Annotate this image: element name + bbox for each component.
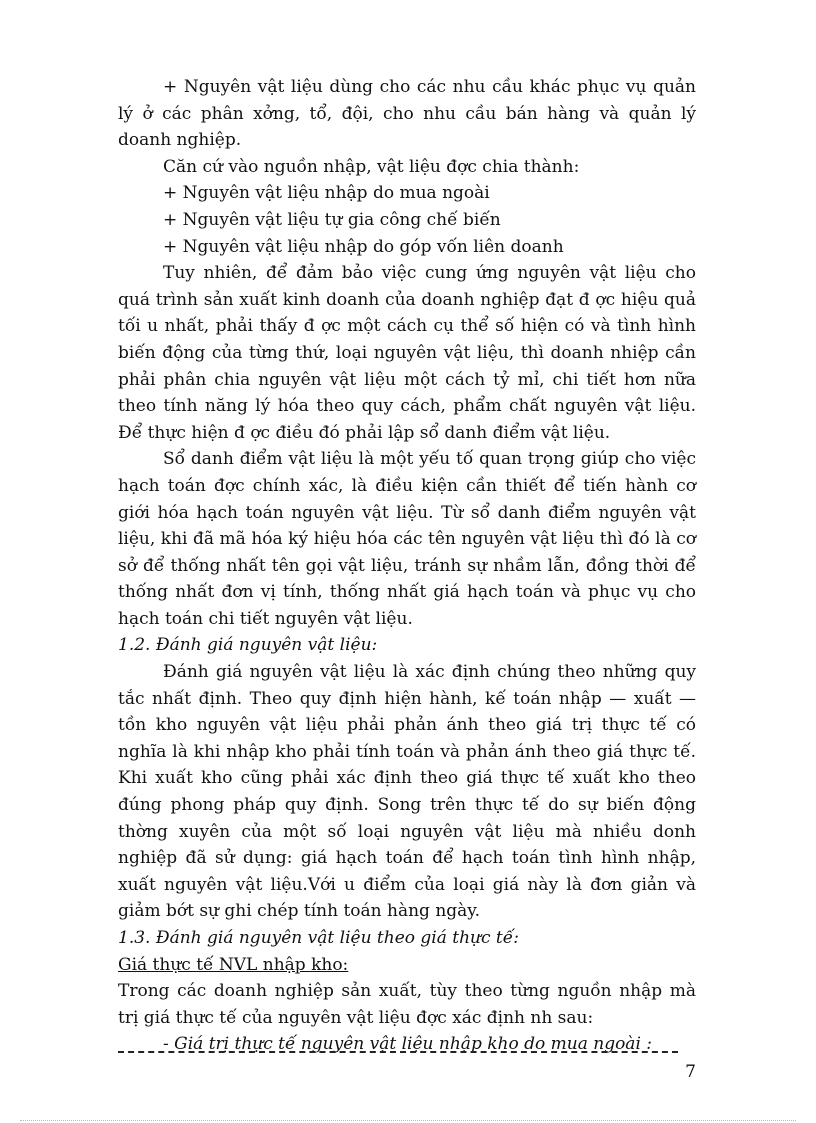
section-heading-1-3: 1.3. Đánh giá nguyên vật liệu theo giá thực tế:: [118, 928, 519, 948]
paragraph-other-needs: + Nguyên vật liệu dùng cho các nhu cầu khác phục vụ quản lý ở các phân xởng, tổ, đội, cho nhu cầu bán hàng và quản lý doanh nghiệp.: [118, 77, 696, 151]
body-text: [118, 74, 696, 1058]
list-item-self-processed: + Nguyên vật liệu tự gia công chế biến: [163, 209, 501, 230]
page-number: 7: [685, 1062, 696, 1082]
page-edge-dots: [20, 1120, 796, 1121]
list-item-joint-venture: + Nguyên vật liệu nhập do góp vốn liên doanh: [163, 236, 564, 257]
list-item-purchased: + Nguyên vật liệu nhập do mua ngoài: [163, 183, 490, 204]
paragraph-supply-efficiency: Tuy nhiên, để đảm bảo việc cung ứng nguyên vật liệu cho quá trình sản xuất kinh doanh của doanh nghiệp đạt đ ợc hiệu quả tối u nhất, phải thấy đ ợc một cách cụ thể số hiện có và tình hình biến động của từng thứ, loại nguyên vật liệu, thì doanh nhiệp cần phải phân chia nguyên vật liệu một cách tỷ mỉ, chi tiết hơn nữa theo tính năng lý hóa theo quy cách, phẩm chất nguyên vật liệu. Để thực hiện đ ợc điều đó phải lập sổ danh điểm vật liệu.: [118, 263, 696, 443]
subheading-actual-price: Giá thực tế NVL nhập kho:: [118, 954, 349, 975]
subitem-purchased-value: - Giá trị thực tế nguyên vật liệu nhập kho do mua ngoài :: [163, 1034, 653, 1055]
footer-dashed-rule: [118, 1051, 678, 1053]
paragraph-source-classification: Căn cứ vào nguồn nhập, vật liệu đợc chia thành:: [163, 156, 580, 177]
paragraph-actual-value: Trong các doanh nghiệp sản xuất, tùy theo từng nguồn nhập mà trị giá thực tế của nguyên vật liệu đợc xác định nh sau:: [118, 981, 696, 1028]
paragraph-catalog-book: Sổ danh điểm vật liệu là một yếu tố quan trọng giúp cho việc hạch toán đợc chính xác, là điều kiện cần thiết để tiến hành cơ giới hóa hạch toán nguyên vật liệu. Từ sổ danh điểm nguyên vật liệu, khi đã mã hóa ký hiệu hóa các tên nguyên vật liệu thì đó là cơ sở để thống nhất tên gọi vật liệu, tránh sự nhầm lẫn, đồng thời để thống nhất đơn vị tính, thống nhất giá hạch toán và phục vụ cho hạch toán chi tiết nguyên vật liệu.: [118, 449, 696, 629]
section-heading-1-2: 1.2. Đánh giá nguyên vật liệu:: [118, 635, 378, 656]
paragraph-valuation: Đánh giá nguyên vật liệu là xác định chúng theo những quy tắc nhất định. Theo quy định hiện hành, kế toán nhập — xuất — tồn kho nguyên vật liệu phải phản ánh theo giá trị thực tế có nghĩa là khi nhập kho phải tính toán và phản ánh theo giá thực tế. Khi xuất kho cũng phải xác định theo giá thực tế xuất kho theo đúng phong pháp quy định. Song trên thực tế do sự biến động thờng xuyên của một số loại nguyên vật liệu mà nhiều donh nghiệp đã sử dụng: giá hạch toán để hạch toán tình hình nhập, xuất nguyên vật liệu.Với u điểm của loại giá này là đơn giản và giảm bớt sự ghi chép tính toán hàng ngày.: [118, 662, 696, 922]
